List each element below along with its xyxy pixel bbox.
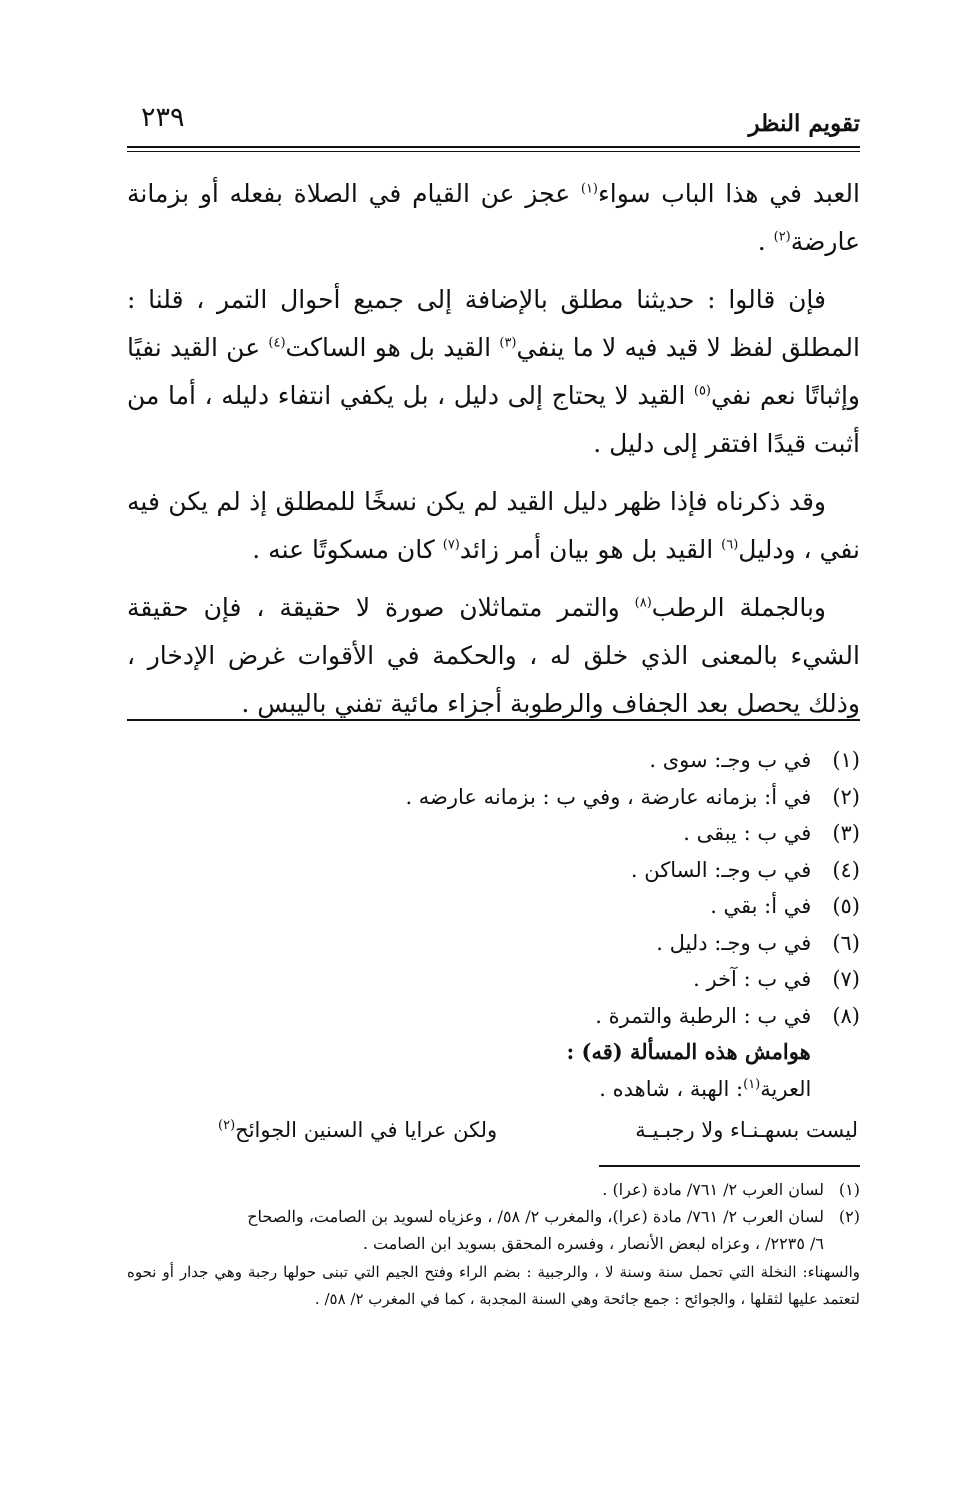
footnote-text: في أ: بزمانه عارضة ، وفي ب : بزمانه عارضه . [405,784,812,809]
footnote-ref: (١) [580,181,598,197]
text-run: فإن قالوا : حديثنا مطلق بالإضافة إلى جميع أحوال التمر ، قلنا : المطلق لفظ لا قيد فيه لا ما ينفي [127,285,860,362]
footnote-text: في ب وجـ: سوى . [649,748,812,772]
footnote-number: (٦) [832,930,860,955]
poetry-verse [218,1112,858,1148]
footnote-number: (٤) [832,857,860,882]
text-run: وبالجملة الرطب [651,593,826,622]
text-run: والتمر متماثلان صورة لا حقيقة ، فإن حقيقة الشيء بالمعنى الذي خلق له ، والحكمة في الأقوات غرض الإدخار ، وذلك يحصل بعد الجفاف والرطوبة أجزاء مائية تفني باليبس . [127,593,860,718]
footnote-text: في ب وجـ: الساكن . [630,857,812,882]
paragraph-4 [127,584,860,728]
footnote-ref: (٢) [218,1118,236,1133]
paragraph-3 [127,478,860,574]
sub-footnote-continuation [127,1230,860,1257]
text-run: القيد بل هو بيان أمر زائد [459,535,722,564]
header-rule [127,146,860,148]
text-run: العبد في هذا الباب سواء [598,179,860,208]
footnote [220,998,860,1035]
footnote-text: في ب : الرطبة والتمرة . [595,1003,812,1028]
footnote [220,925,860,962]
footnote-text: في ب وجـ: دليل . [656,930,812,955]
sub-footnote [127,1203,860,1230]
margin-notes-heading [220,1034,860,1071]
footnote-ref: (٣) [499,335,517,351]
text-run: كان مسكوتًا عنه . [252,535,443,564]
verse-text: ولكن عرايا في السنين الجوائح [235,1118,498,1142]
footnote-text: لسان العرب ٢/ ٧٦١/ مادة (عرا)، والمغرب ٢/ ٥٨/ ، وعزياه لسويد بن الصامت، والصحاح [247,1207,824,1226]
glossary-note: والسهناء: النخلة التي تحمل سنة وسنة لا ، والرجبية : بضم الراء وفتح الجيم التي تبنى حولها رجبة وهي جدار أو نحوه لتعتمد عليها لثقلها ، والجوائح : جمع جائحة وهي السنة المجدبة ، كما في المغرب ٢/ ٥٨/ . [127,1263,860,1308]
text-run: . [757,227,774,256]
footnote-ref: (٨) [634,595,652,611]
footnote [220,852,860,889]
footnote-number: (٢) [832,784,860,809]
footnote-number: (٣) [832,821,860,845]
footnote-ref: (١) [743,1076,761,1092]
text-run: القيد لا يحتاج إلى دليل ، بل يكفي انتفاء دليله ، أما من أثبت قيدًا افتقر إلى دليل . [127,381,860,458]
footnote [220,888,860,925]
footnote-text: في ب : يبقى . [683,821,812,845]
footnote-ref: (٤) [268,335,286,351]
text-run: وقد ذكرناه فإذا ظهر دليل القيد لم يكن نسخًا للمطلق إذ لم يكن فيه نفي ، ودليل [127,487,860,564]
footnote-text: في أ: بقي . [710,894,812,918]
verse-first-hemistich: ليست بسهـنـاء ولا رجبـيـة [635,1118,858,1142]
margin-note-entry [220,1071,860,1108]
footnotes [220,742,860,1107]
footnote-text: في ب : آخر . [693,967,812,991]
running-title: تقويم النظر [748,110,860,137]
page-header [127,100,860,142]
entry-word: العرية [760,1076,812,1101]
footnote-text: ٦/ ٢٢٣٥/ ، وعزاه لبعض الأنصار ، وفسره المحقق بسويد ابن الصامت . [362,1234,824,1253]
sub-footnotes [127,1176,860,1313]
sub-footnotes-rule [599,1165,860,1167]
footnote [220,779,860,816]
footnote-ref: (٢) [773,229,791,245]
entry-text: : الهبة ، شاهده . [599,1076,744,1101]
page-number: ٢٣٩ [141,102,185,133]
footnote-ref: (٦) [721,537,739,553]
main-text [127,170,860,738]
paragraph-1 [127,170,860,266]
footnotes-rule [127,719,860,721]
text-run: عن القيد نفيًا وإثباتًا نعم نفي [127,333,860,410]
footnote-number: (٢) [838,1207,860,1226]
footnote-number: (٥) [832,894,860,918]
header-rule-thin [127,151,860,152]
footnote-ref: (٥) [693,383,711,399]
footnote-number: (١) [832,748,860,772]
text-run: عجز عن القيام في الصلاة بفعله أو بزمانة عارضة [127,179,860,256]
footnote-ref: (٧) [442,537,460,553]
footnote [220,815,860,852]
text-run: القيد بل هو الساكت [285,333,500,362]
sub-footnote [127,1176,860,1203]
footnote-number: (١) [838,1180,860,1199]
paragraph-2 [127,276,860,468]
verse-second-hemistich [218,1112,497,1148]
footnote-text: لسان العرب ٢/ ٧٦١/ مادة (عرا) . [602,1180,824,1199]
footnote-number: (٧) [832,967,860,991]
footnote-number: (٨) [832,1003,860,1028]
footnote [220,742,860,779]
margin-notes-heading-text: هوامش هذه المسألة (قه) : [566,1039,811,1064]
footnote [220,961,860,998]
